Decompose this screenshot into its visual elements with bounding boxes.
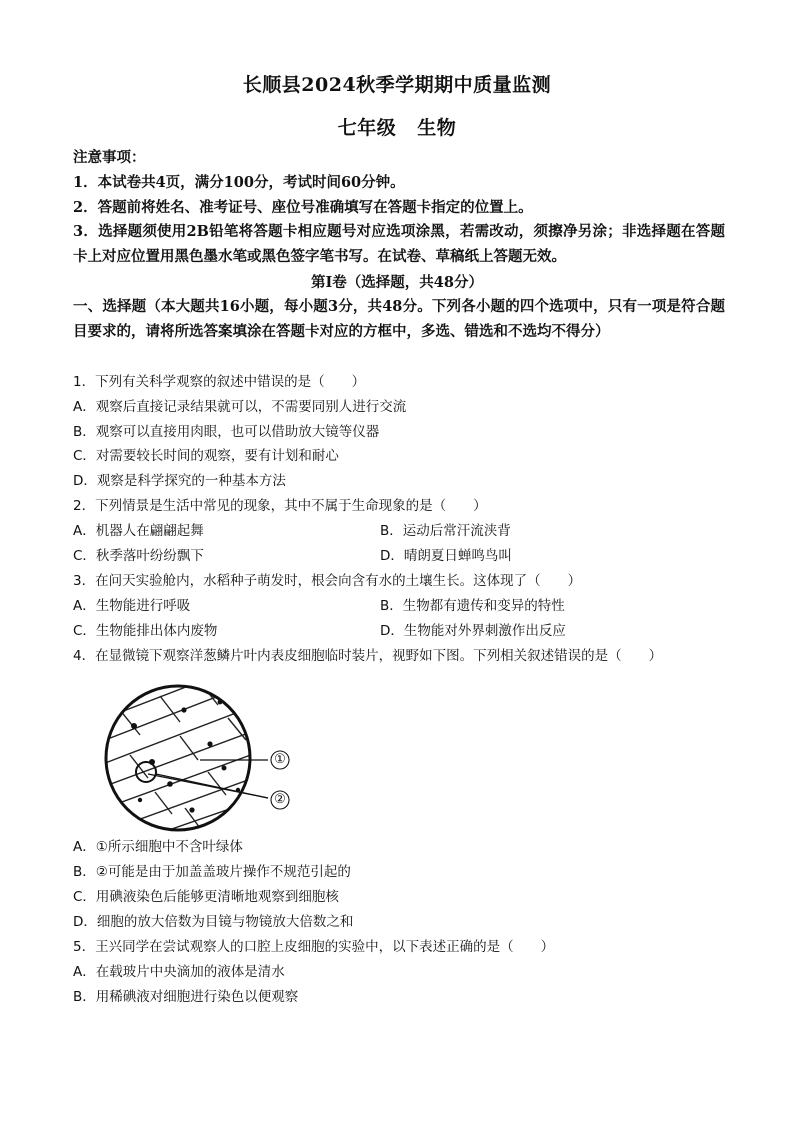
question-1-stem: 1．下列有关科学观察的叙述中错误的是（ ） [73, 374, 366, 390]
figure-label-1: ① [274, 752, 286, 767]
question-1-option-c: C．对需要较长时间的观察，要有计划和耐心 [73, 448, 339, 464]
note-item-1: 1．本试卷共4页，满分100分，考试时间60分钟。 [73, 174, 405, 191]
notes-heading: 注意事项： [73, 149, 146, 166]
question-5-stem: 5．王兴同学在尝试观察人的口腔上皮细胞的实验中，以下表述正确的是（ ） [73, 939, 555, 955]
question-2-option-b: B．运动后常汗流浃背 [380, 523, 511, 539]
section-title: 第Ⅰ卷（选择题，共48分） [311, 274, 483, 291]
exam-subtitle: 七年级 生物 [337, 117, 457, 139]
figure-label-2: ② [274, 792, 286, 807]
question-4-option-a: A．①所示细胞中不含叶绿体 [73, 839, 243, 855]
section-instruction: 一、选择题（本大题共16小题，每小题3分，共48分。下列各小题的四个选项中，只有一项是符合题目要求的，请将所选答案填涂在答题卡对应的方框中，多选、错选和不选均不得分） [73, 298, 725, 340]
question-1-option-d: D．观察是科学探究的一种基本方法 [73, 473, 286, 489]
question-2-option-c: C．秋季落叶纷纷飘下 [73, 548, 204, 564]
question-5-option-b: B．用稀碘液对细胞进行染色以便观察 [73, 989, 299, 1005]
question-5-option-a: A．在载玻片中央滴加的液体是清水 [73, 964, 285, 980]
question-1-option-a: A．观察后直接记录结果就可以，不需要同别人进行交流 [73, 399, 407, 415]
question-4-stem: 4．在显微镜下观察洋葱鳞片叶内表皮细胞临时装片，视野如下图。下列相关叙述错误的是（ ） [73, 648, 663, 664]
note-item-2: 2．答题前将姓名、准考证号、座位号准确填写在答题卡指定的位置上。 [73, 199, 533, 216]
question-3-option-a: A．生物能进行呼吸 [73, 598, 191, 614]
exam-title: 长顺县2024秋季学期期中质量监测 [242, 74, 552, 96]
air-bubble-circle [136, 762, 156, 782]
question-3-stem: 3．在问天实验舱内，水稻种子萌发时，根会向含有水的土壤生长。这体现了（ ） [73, 573, 582, 589]
question-1-option-b: B．观察可以直接用肉眼，也可以借助放大镜等仪器 [73, 424, 380, 440]
question-3-option-c: C．生物能排出体内废物 [73, 623, 218, 639]
question-2-stem: 2．下列情景是生活中常见的现象，其中不属于生命现象的是（ ） [73, 498, 487, 514]
question-2-option-d: D．晴朗夏日蝉鸣鸟叫 [380, 548, 512, 564]
microscope-view-figure [100, 680, 310, 840]
question-4-option-c: C．用碘液染色后能够更清晰地观察到细胞核 [73, 889, 339, 905]
question-3-option-b: B．生物都有遗传和变异的特性 [380, 598, 565, 614]
question-2-option-a: A．机器人在翩翩起舞 [73, 523, 204, 539]
question-4-option-d: D．细胞的放大倍数为目镜与物镜放大倍数之和 [73, 914, 354, 930]
note-item-3: 3．选择题须使用2B铅笔将答题卡相应题号对应选项涂黑，若需改动，须擦净另涂；非选择题在答题卡上对应位置用黑色墨水笔或黑色签字笔书写。在试卷、草稿纸上答题无效。 [73, 223, 725, 265]
question-4-option-b: B．②可能是由于加盖盖玻片操作不规范引起的 [73, 864, 351, 880]
question-3-option-d: D．生物能对外界刺激作出反应 [380, 623, 566, 639]
